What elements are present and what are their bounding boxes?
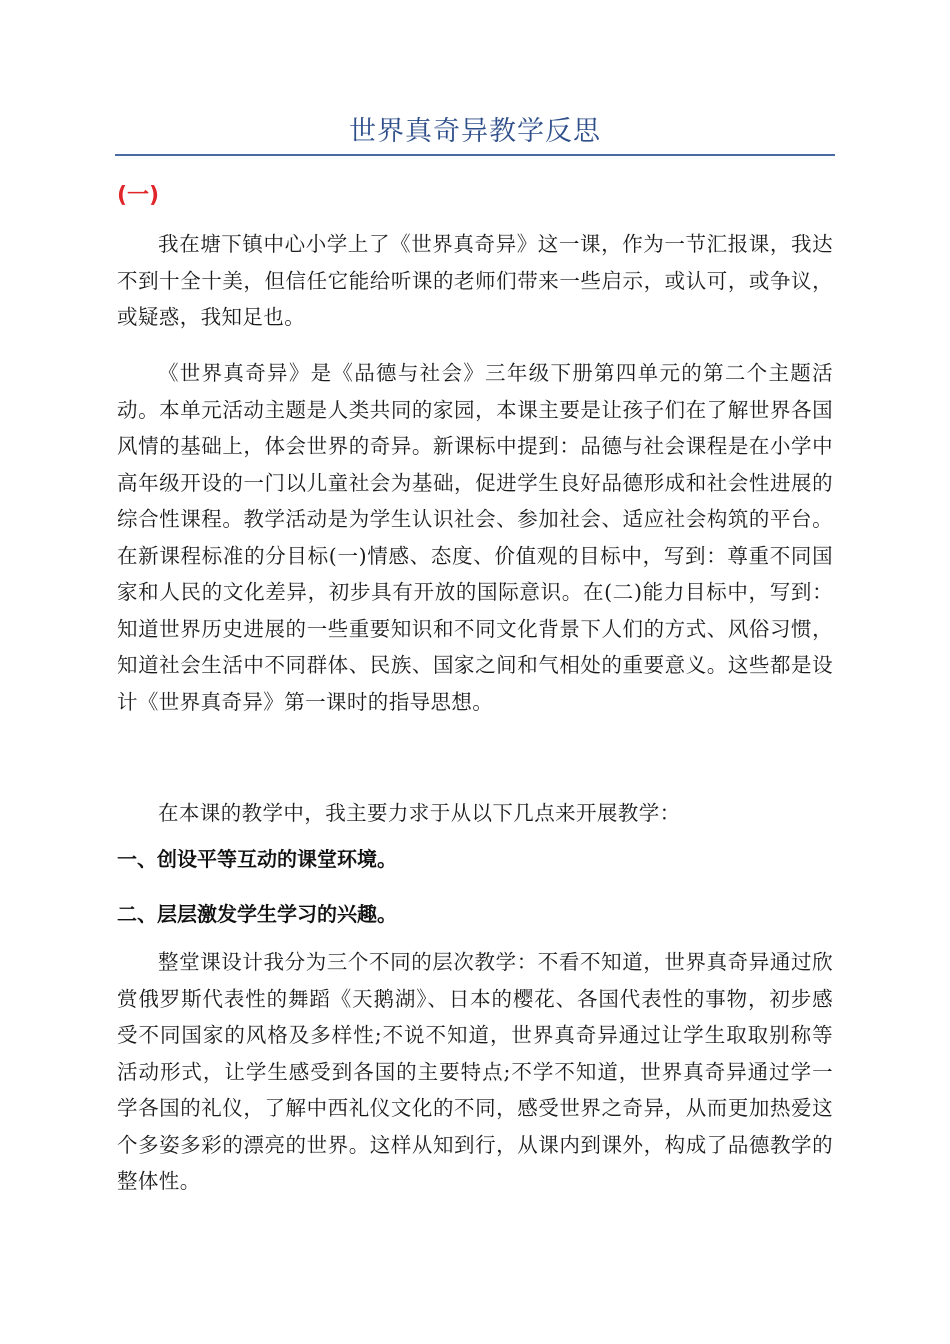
section-heading: (一) xyxy=(117,183,160,208)
paragraph-levels: 整堂课设计我分为三个不同的层次教学：不看不知道，世界真奇异通过欣赏俄罗斯代表性的舞蹈《天鹅湖》、日本的樱花、各国代表性的事物，初步感受不同国家的风格及多样性;不说不知道，世界真奇异通过让学生取取别称等活动形式，让学生感受到各国的主要特点;不学不知道，世界真奇异通过学一学各国的礼仪，了解中西礼仪文化的不同，感受世界之奇异，从而更加热爱这个多姿多彩的漂亮的世界。这样从知到行，从课内到课外，构成了品德教学的整体性。 xyxy=(117,950,833,1193)
paragraph-approach: 在本课的教学中，我主要力求于从以下几点来开展教学： xyxy=(158,801,681,825)
paragraph-background: 《世界真奇异》是《品德与社会》三年级下册第四单元的第二个主题活动。本单元活动主题是人类共同的家园，本课主要是让孩子们在了解世界各国风情的基础上，体会世界的奇异。新课标中提到：品德与社会课程是在小学中高年级开设的一门以儿童社会为基础，促进学生良好品德形成和社会性进展的综合性课程。教学活动是为学生认识社会、参加社会、适应社会构筑的平台。在新课程标准的分目标(一)情感、态度、价值观的目标中，写到：尊重不同国家和人民的文化差异，初步具有开放的国际意识。在(二)能力目标中，写到：知道世界历史进展的一些重要知识和不同文化背景下人们的方式、风俗习惯，知道社会生活中不同群体、民族、国家之间和气相处的重要意义。这些都是设计《世界真奇异》第一课时的指导思想。 xyxy=(117,361,833,714)
title-underline xyxy=(115,154,835,156)
point-heading-one: 一、创设平等互动的课堂环境。 xyxy=(117,847,397,871)
page-title: 世界真奇异教学反思 xyxy=(349,116,601,147)
point-heading-two: 二、层层激发学生学习的兴趣。 xyxy=(117,902,397,926)
paragraph-intro: 我在塘下镇中心小学上了《世界真奇异》这一课，作为一节汇报课，我达不到十全十美，但信任它能给听课的老师们带来一些启示，或认可，或争议，或疑惑，我知足也。 xyxy=(117,232,833,329)
